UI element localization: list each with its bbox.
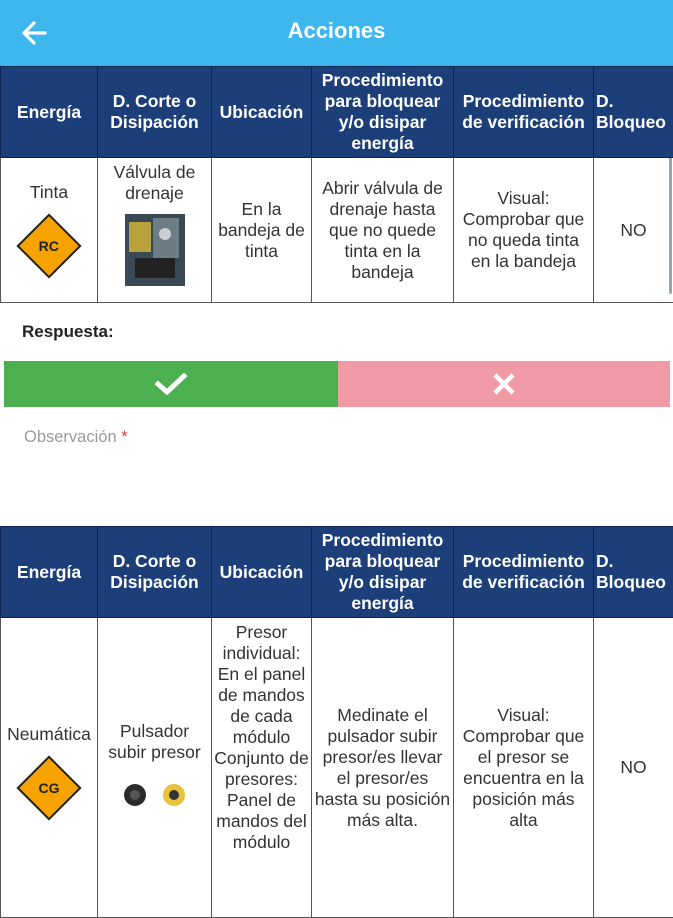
page-title: Acciones <box>0 18 673 44</box>
action-table-1 <box>0 66 673 303</box>
cell-bloqueo: NO <box>594 158 673 303</box>
reject-button[interactable] <box>338 361 670 407</box>
col-corte: D. Corte o Disipación <box>98 527 212 618</box>
cell-energia <box>1 158 98 303</box>
cell-ubicacion: Presor individual: En el panel de mandos de cada módulo Conjunto de presores: Panel de mandos del módulo <box>212 618 312 918</box>
button-photo-1 <box>122 781 148 809</box>
check-icon <box>154 373 188 395</box>
required-mark: * <box>121 428 127 446</box>
cell-corte <box>98 158 212 303</box>
energy-badge-icon: CG <box>16 755 81 820</box>
col-bloqueo: D. Bloqueo <box>594 527 673 618</box>
col-energia: Energía <box>1 67 98 158</box>
cell-verificacion: Visual: Comprobar que no queda tinta en la bandeja <box>454 158 594 303</box>
col-verificacion: Procedimiento de verificación <box>454 67 594 158</box>
observation-field[interactable] <box>24 428 128 447</box>
button-photos[interactable] <box>100 781 209 814</box>
energy-label: Tinta <box>3 182 95 203</box>
col-procedimiento: Procedimiento para bloquear y/o disipar energía <box>312 527 454 618</box>
table-row <box>1 158 673 303</box>
col-procedimiento: Procedimiento para bloquear y/o disipar energía <box>312 67 454 158</box>
cell-procedimiento: Medinate el pulsador subir presor/es llevar el presor/es hasta su posición más alta. <box>312 618 454 918</box>
energy-badge-icon: RC <box>16 213 81 278</box>
col-corte: D. Corte o Disipación <box>98 67 212 158</box>
corte-label: Pulsador subir presor <box>100 721 209 763</box>
energy-label: Neumática <box>1 724 97 745</box>
col-bloqueo: D. Bloqueo <box>594 67 673 158</box>
observation-placeholder: Observación <box>24 428 117 446</box>
cell-procedimiento: Abrir válvula de drenaje hasta que no quede tinta en la bandeja <box>312 158 454 303</box>
col-ubicacion: Ubicación <box>212 67 312 158</box>
valve-photo[interactable] <box>125 214 185 286</box>
button-photo-2 <box>161 781 187 809</box>
cell-verificacion: Visual: Comprobar que el presor se encuentra en la posición más alta <box>454 618 594 918</box>
col-verificacion: Procedimiento de verificación <box>454 527 594 618</box>
app-bar <box>0 0 673 66</box>
col-energia: Energía <box>1 527 98 618</box>
response-label: Respuesta: <box>22 322 114 342</box>
cell-energia <box>1 618 98 918</box>
action-table-2 <box>0 526 673 918</box>
close-icon <box>491 373 517 395</box>
table-header-row <box>1 67 673 158</box>
table-header-row <box>1 527 673 618</box>
corte-label: Válvula de drenaje <box>100 162 209 204</box>
cell-ubicacion: En la bandeja de tinta <box>212 158 312 303</box>
col-ubicacion: Ubicación <box>212 527 312 618</box>
cell-bloqueo: NO <box>594 618 673 918</box>
cell-corte <box>98 618 212 918</box>
accept-button[interactable] <box>4 361 338 407</box>
table-row <box>1 618 673 918</box>
